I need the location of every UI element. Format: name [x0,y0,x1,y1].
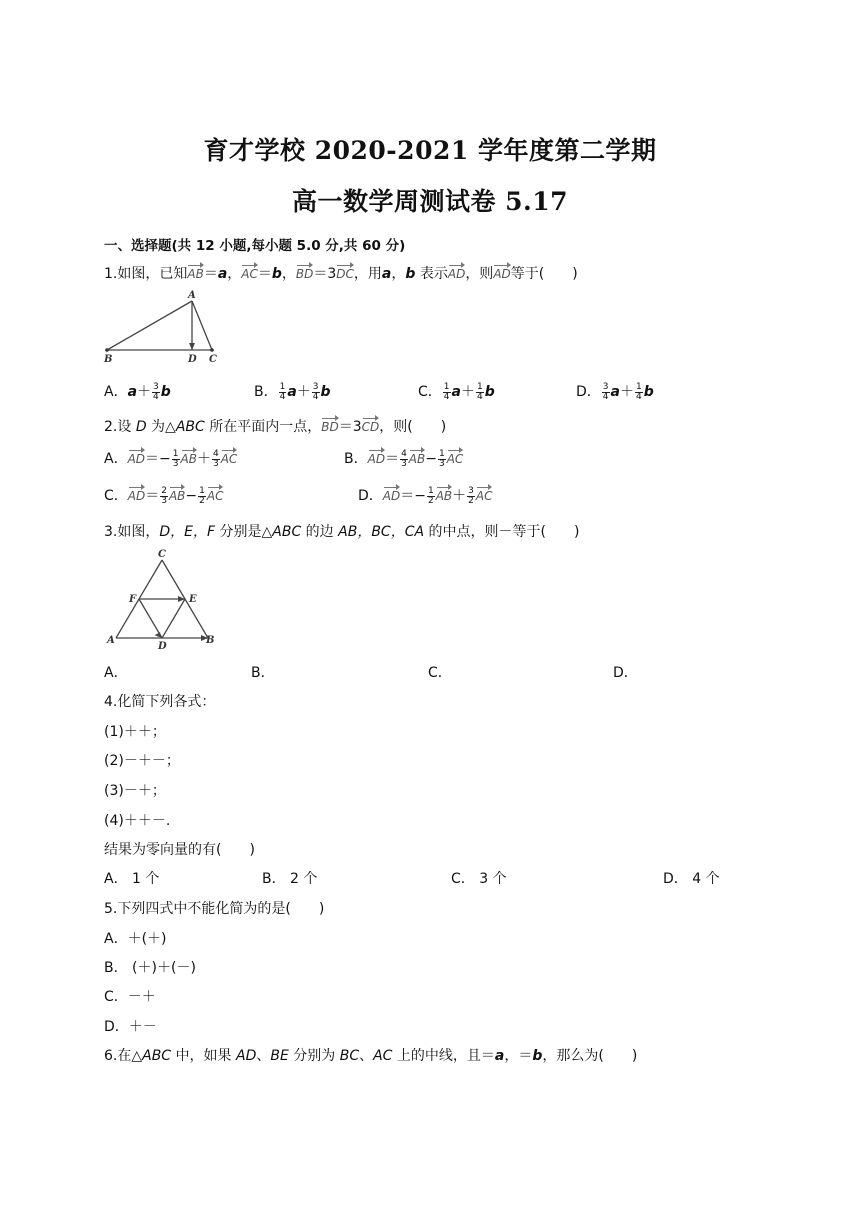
q6-segment: BE [270,1048,289,1064]
q2-option-b[interactable] [344,448,463,469]
option-label: B． [344,451,368,467]
q1-b: b [405,266,416,282]
vector-cd: CD [362,417,380,434]
q2-text: 为△ [146,419,176,435]
fraction [172,450,180,469]
option-label: A． [104,451,128,467]
q2-text: 2.设 [104,419,136,435]
numerator: 2 [161,485,167,496]
q1-sep: ， [391,266,406,282]
vector-ab: AB [181,449,197,466]
page-subtitle: 高一数学周测试卷 5.17 [291,187,569,216]
q6-segment: AC [373,1048,393,1064]
option-term: a [610,384,620,400]
q1-a: a [381,266,392,282]
vector-bd: BD [296,264,313,281]
q1-suffix: 等于( ) [510,266,578,282]
fraction [467,487,475,506]
option-label: C． [104,488,128,504]
q6-a: a [494,1048,505,1064]
numerator: 1 [443,381,450,392]
denominator: 4 [602,391,609,402]
q2-option-d[interactable] [358,485,492,506]
q3-option-b[interactable]: B． [251,665,275,681]
point-label-b: B [206,635,215,646]
fraction [602,383,610,402]
question-3 [104,521,579,541]
q6-text: 上的中线，且＝ [392,1048,495,1064]
fraction [279,383,287,402]
q1-b: b [271,266,282,282]
option-eq: ＝ [145,488,160,504]
denominator: 2 [427,495,434,506]
q5-option-d[interactable]: D．＋－ [104,1019,157,1035]
vector-ac: AC [476,486,493,503]
vector-bd: BD [321,417,338,434]
q1-text: 表示 [415,266,448,282]
option-op: ＋ [460,384,475,400]
q6-suffix: ，那么为( ) [542,1048,638,1064]
q5-option-b[interactable]: B． (＋)＋(－) [104,960,196,976]
denominator: 4 [312,391,319,402]
q3-option-a[interactable]: A． [104,665,128,681]
option-term: b [484,384,495,400]
numerator: 1 [172,448,179,459]
option-label: D． [358,488,383,504]
denominator: 2 [468,495,474,506]
q4-option-d[interactable]: D． 4 个 [663,871,720,887]
q1-prefix: 1.如图，已知 [104,266,188,282]
q3-text: 的边 [301,524,339,540]
option-term: b [320,384,331,400]
q3-option-c[interactable]: C． [428,665,452,681]
q3-points: D，E，F [159,524,216,540]
option-eq: ＝ [385,451,400,467]
option-term: a [287,384,297,400]
q5-option-a[interactable]: A．＋(＋) [104,931,167,947]
denominator: 3 [212,458,219,469]
q1-triangle-figure [102,288,232,364]
q1-eq: ＝3 [313,266,337,282]
q1-eq: ＝ [257,266,272,282]
q1-text: ，则 [465,266,494,282]
q1-a: a [217,266,228,282]
q6-text: 中，如果 [171,1048,236,1064]
q2-suffix: ，则( ) [379,419,447,435]
q6-text: ，＝ [504,1048,533,1064]
vector-ab: AB [436,486,452,503]
q6-text: 、 [256,1048,271,1064]
question-6 [104,1045,637,1065]
q4-item-4: (4)＋＋－. [104,813,171,829]
option-op: ＋ [296,384,311,400]
denominator: 3 [161,495,167,506]
question-4: 4.化简下列各式： [104,694,216,710]
fraction [160,487,168,506]
q4-option-a[interactable]: A． 1 个 [104,871,160,887]
fraction [152,383,160,402]
point-label-a: A [188,290,196,301]
option-op: − [185,488,198,504]
denominator: 4 [279,391,286,402]
option-op: ＋ [196,451,211,467]
q2-point: D [135,419,147,435]
vector-ad: AD [128,486,145,503]
q1-option-c[interactable] [418,381,495,402]
numerator: 3 [602,381,609,392]
vector-ab: AB [409,449,425,466]
fraction [212,450,220,469]
q2-text: 所在平面内一点， [204,419,322,435]
q4-option-b[interactable]: B． 2 个 [262,871,318,887]
q2-option-a[interactable] [104,448,237,469]
option-op: ＋ [452,488,467,504]
q3-suffix: 的中点，则－等于( ) [424,524,580,540]
vector-ac: AC [207,486,224,503]
q6-text: 、 [359,1048,374,1064]
option-label: B． [254,384,278,400]
q2-triangle: ABC [175,419,205,435]
fraction [438,450,446,469]
q6-segment: AD [236,1048,257,1064]
option-label: A． [104,384,128,400]
q6-text: 分别为 [288,1048,340,1064]
vector-ab: AB [169,486,185,503]
q1-sep: ， [227,266,242,282]
option-label: C． [418,384,442,400]
vector-ad: AD [368,449,385,466]
vector-ac: AC [221,449,238,466]
question-5: 5.下列四式中不能化简为的是( ) [104,901,325,917]
vector-dc: DC [336,264,354,281]
q6-triangle: ABC [142,1048,172,1064]
q1-option-d[interactable] [576,381,654,402]
numerator: 4 [401,448,407,459]
q6-text: 6.在△ [104,1048,143,1064]
q1-eq: ＝ [203,266,218,282]
q4-item-2: (2)－＋－； [104,753,180,769]
question-2 [104,416,446,436]
point-label-c: C [209,354,217,364]
q3-text: 3.如图， [104,524,160,540]
option-term: a [451,384,461,400]
numerator: 1 [279,381,286,392]
q6-segment: BC [339,1048,360,1064]
numerator: 3 [312,381,319,392]
q4-item-3: (3)－＋； [104,783,166,799]
option-label: D． [576,384,601,400]
q3-midpoint-triangle-figure [104,546,220,650]
numerator: 1 [427,485,434,496]
q3-text: 分别是△ [215,524,273,540]
fraction [400,450,408,469]
denominator: 4 [443,391,450,402]
numerator: 1 [199,485,205,496]
point-label-e: E [189,594,197,605]
numerator: 1 [476,381,483,392]
q4-tail: 结果为零向量的有( ) [104,842,255,858]
q4-item-1: (1)＋＋； [104,724,166,740]
point-label-d: D [188,354,197,364]
q1-text: ，用 [353,266,382,282]
q3-sides: AB，BC，CA [338,524,425,540]
q5-option-c[interactable]: C．－＋ [104,989,156,1005]
fraction [198,487,206,506]
option-term: b [160,384,171,400]
denominator: 3 [438,458,445,469]
denominator: 3 [401,458,407,469]
option-op: ＋ [137,384,152,400]
fraction [312,383,320,402]
question-1 [104,263,578,283]
vector-ad: AD [128,449,145,466]
point-label-b: B [104,354,113,364]
fraction [427,487,435,506]
option-op: − [425,451,437,467]
vector-ac: AC [447,449,464,466]
q1-option-a[interactable] [104,381,171,402]
denominator: 4 [635,391,642,402]
denominator: 4 [153,391,159,402]
point-label-f: F [129,594,137,605]
numerator: 1 [635,381,642,392]
point-label-c: C [158,549,166,560]
fraction [476,383,484,402]
denominator: 4 [476,391,483,402]
option-term: b [643,384,654,400]
vector-ad: AD [493,264,510,281]
numerator: 1 [438,448,445,459]
vector-ab: AB [187,264,203,281]
q2-eq: ＝3 [338,419,362,435]
point-label-a: A [107,635,115,646]
q3-triangle: ABC [272,524,302,540]
page-title: 育才学校 2020-2021 学年度第二学期 [203,136,657,165]
q2-option-c[interactable] [104,485,223,506]
q4-option-c[interactable]: C． 3 个 [451,871,507,887]
option-op: ＋ [619,384,634,400]
q6-b: b [532,1048,543,1064]
q1-sep: ， [281,266,296,282]
option-eq: ＝− [145,451,171,467]
option-eq: ＝− [400,488,426,504]
option-term: a [127,384,138,400]
numerator: 3 [153,381,159,392]
fraction [635,383,643,402]
denominator: 3 [172,458,179,469]
q1-option-b[interactable] [254,381,331,402]
fraction [443,383,451,402]
vector-ad: AD [448,264,465,281]
numerator: 4 [212,448,219,459]
vector-ad: AD [383,486,400,503]
point-label-d: D [158,641,167,650]
section-header: 一、选择题(共 12 小题,每小题 5.0 分,共 60 分) [104,238,406,254]
q3-option-d[interactable]: D． [613,665,638,681]
vector-ac: AC [241,264,258,281]
denominator: 2 [199,495,205,506]
numerator: 3 [468,485,474,496]
